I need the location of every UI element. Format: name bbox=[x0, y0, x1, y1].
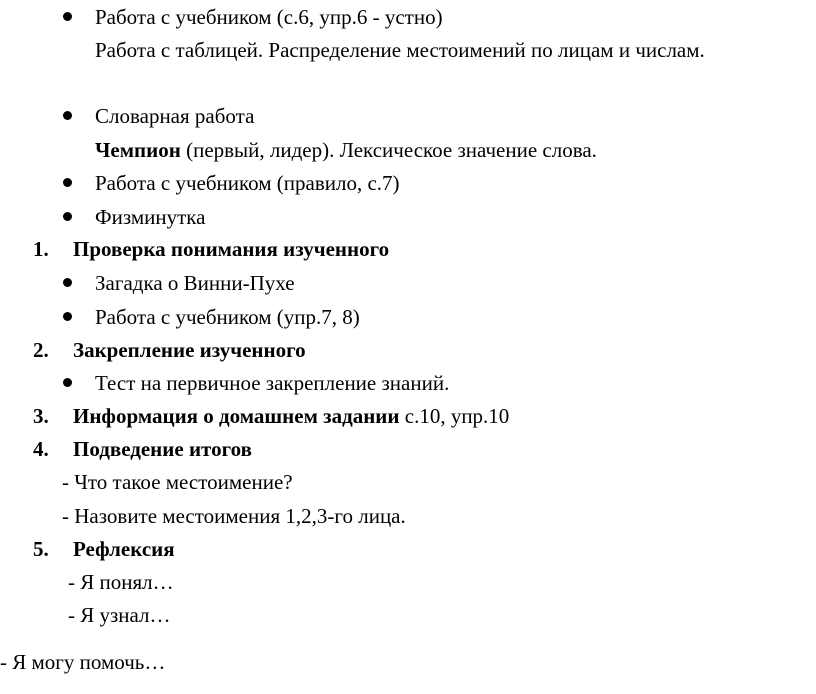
heading-number: 2. bbox=[33, 338, 49, 362]
bullet-icon bbox=[63, 178, 72, 187]
heading-title: Проверка понимания изученного bbox=[73, 237, 390, 261]
bullet-item: Загадка о Винни-Пухе bbox=[95, 271, 295, 295]
heading-title: Закрепление изученного bbox=[73, 338, 306, 362]
heading-number: 1. bbox=[33, 237, 49, 261]
question-item: - Назовите местоимения 1,2,3-го лица. bbox=[62, 504, 406, 528]
bullet-item: Тест на первичное закрепление знаний. bbox=[95, 371, 450, 395]
champion-term: Чемпион bbox=[95, 138, 181, 162]
numbered-heading bbox=[33, 437, 252, 461]
heading-title: Информация о домашнем задании bbox=[73, 404, 400, 428]
bullet-item: Работа с учебником (с.6, упр.6 - устно) bbox=[95, 5, 443, 29]
reflection-item: - Я могу помочь… bbox=[0, 650, 166, 674]
numbered-heading bbox=[33, 338, 306, 362]
bullet-icon bbox=[63, 378, 72, 387]
heading-title: Рефлексия bbox=[73, 537, 175, 561]
bullet-item: Физминутка bbox=[95, 205, 206, 229]
bullet-icon bbox=[63, 278, 72, 287]
bullet-item: Словарная работа bbox=[95, 104, 255, 128]
numbered-heading bbox=[33, 237, 390, 261]
numbered-heading bbox=[33, 537, 175, 561]
heading-title: Подведение итогов bbox=[73, 437, 252, 461]
reflection-item: - Я узнал… bbox=[68, 603, 171, 627]
bullet-icon bbox=[63, 12, 72, 21]
heading-number: 4. bbox=[33, 437, 49, 461]
bullet-icon bbox=[63, 212, 72, 221]
bullet-icon bbox=[63, 111, 72, 120]
numbered-heading bbox=[33, 404, 510, 428]
bullet-item: Работа с учебником (упр.7, 8) bbox=[95, 305, 360, 329]
bullet-icon bbox=[63, 312, 72, 321]
reflection-item: - Я понял… bbox=[68, 570, 174, 594]
table-work-text: Работа с таблицей. Распределение местоимений по лицам и числам. bbox=[95, 38, 705, 62]
heading-tail: с.10, упр.10 bbox=[399, 404, 510, 428]
champion-definition: (первый, лидер). Лексическое значение слова. bbox=[180, 138, 597, 162]
heading-number: 3. bbox=[33, 404, 49, 428]
question-item: - Что такое местоимение? bbox=[62, 470, 293, 494]
heading-number: 5. bbox=[33, 537, 49, 561]
champion-line bbox=[95, 140, 597, 161]
bullet-item: Работа с учебником (правило, с.7) bbox=[95, 171, 400, 195]
